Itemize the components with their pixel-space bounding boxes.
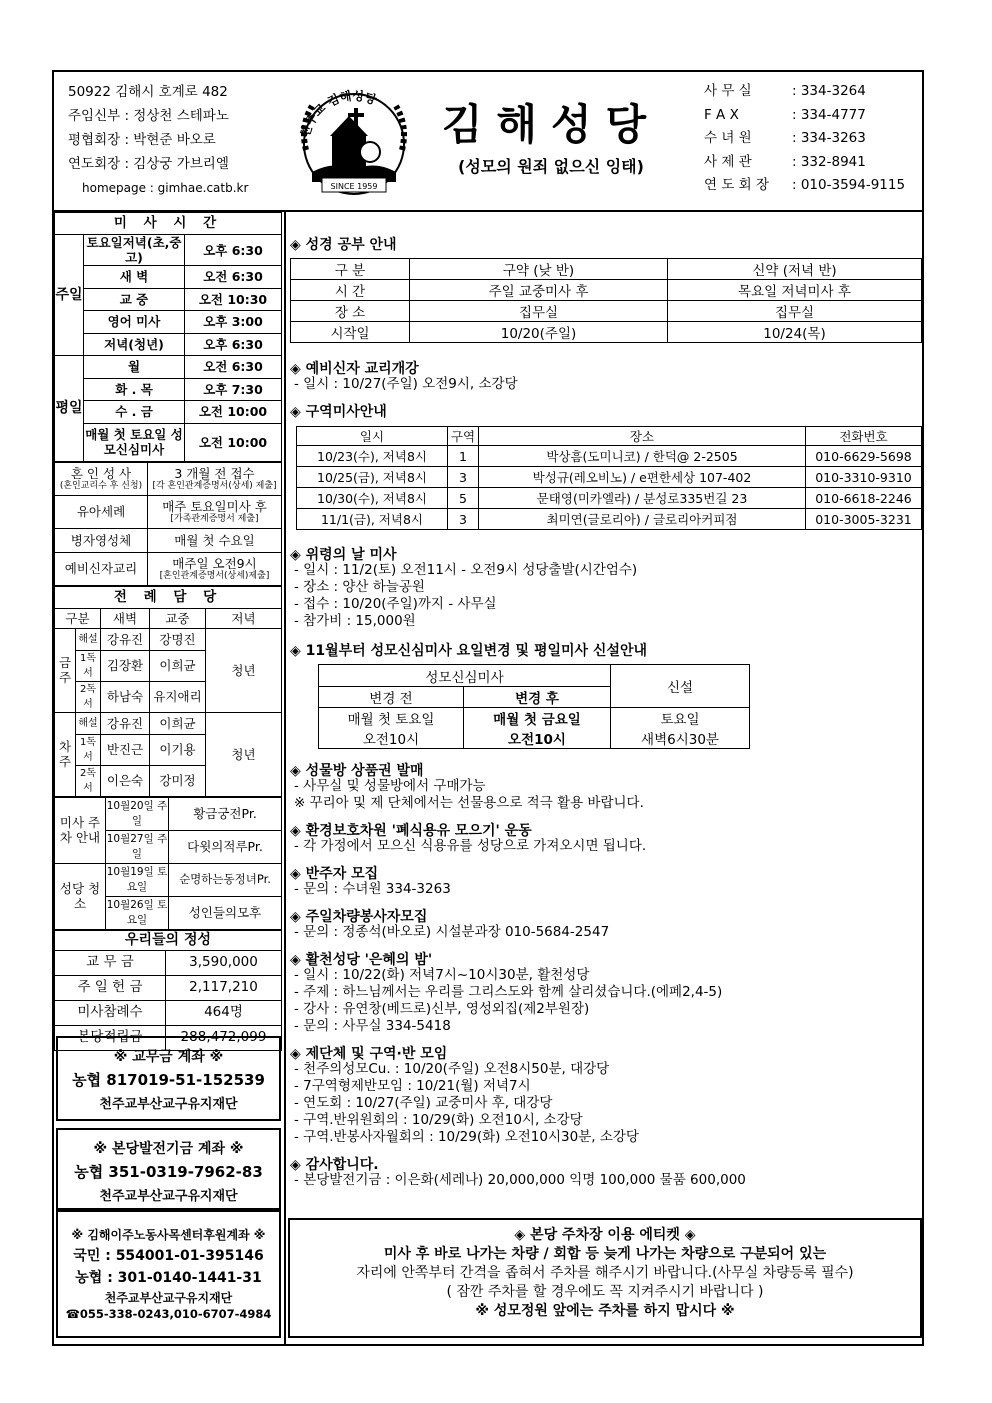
duty-group: 순명하는동정녀Pr. [169,863,282,896]
row-label: 장 소 [291,301,410,322]
cell: 010-6618-2246 [806,488,922,509]
migrant-account-line1: 국민 : 554001-01-395146 [73,1248,264,1264]
mass-name: 토요일저녁(초,중고) [84,235,185,266]
col-header: 변경 후 [464,687,611,708]
col-header: 신약 (저녁 반) [668,259,922,280]
mass-time: 오전 6:30 [185,356,282,379]
col-header: 저녁 [206,608,282,628]
minister: 김장환 [101,650,150,681]
row-label: 시작일 [291,322,410,343]
notice-line: - 일시 : 10/22(화) 저녁7시~10시30분, 활천성당 [294,967,590,983]
cell: 10/20(주일) [410,322,668,343]
cell: 11/1(금), 저녁8시 [297,509,448,530]
etiquette-line: ( 잠깐 주차를 할 경우에도 꼭 지켜주시기 바랍니다 ) [446,1284,764,1300]
header [54,72,922,212]
sacrament-info: 3 개월 전 접수 [각 혼인관계증명서(상세) 제출] [148,462,282,495]
role: 해설 [76,712,101,734]
development-account-title: ※ 본당발전기금 계좌 ※ [93,1141,244,1157]
col-header: 구 분 [291,259,410,280]
contact-prayer-group: 연 도 회 장 : 010-3594-9115 [704,177,906,194]
cell: 5 [448,488,479,509]
minister: 반진근 [101,734,150,765]
contact-fax: F A X : 334-4777 [704,106,866,123]
col-group-header: 신설 [611,665,750,708]
cell: 3 [448,467,479,488]
cell-before: 매월 첫 토요일 오전10시 [319,708,464,749]
col-header: 새벽 [101,608,150,628]
cell: 10/25(금), 저녁8시 [297,467,448,488]
role: 1독서 [76,650,101,681]
pastor: 주임신부 : 정상천 스테파노 [68,108,229,124]
bible-study-title: ◈ 성경 공부 안내 [290,237,397,253]
development-account-owner: 천주교부산교구유지재단 [99,1189,238,1204]
memorial-line: - 일시 : 11/2(토) 오전11시 - 오전9시 성당출발(시간엄수) [294,562,638,578]
tithe-account-title: ※ 교무금 계좌 ※ [113,1049,224,1065]
role: 1독서 [76,734,101,765]
minister: 이희균 [150,650,206,681]
district-mass-title: ◈ 구역미사안내 [290,404,387,420]
council-president: 평협회장 : 박현준 바오로 [68,132,216,148]
notice-line: - 구역.반봉사자월회의 : 10/29(화) 오전10시30분, 소강당 [294,1129,639,1145]
contact-convent: 수 녀 원 : 334-3263 [704,130,866,147]
notice-title: ◈ 활천성당 '은혜의 밤' [290,952,433,968]
evening-minister: 청년 [206,712,282,796]
notice-title: ◈ 감사합니다. [290,1157,379,1173]
col-header: 구분 [55,608,101,628]
col-header: 구약 (낮 반) [410,259,668,280]
liturgy-title: 전 례 담 당 [55,586,282,608]
mass-name: 새 벽 [84,266,185,289]
parking-etiquette-box [288,1218,922,1338]
col-header: 변경 전 [319,687,464,708]
development-account-box [56,1128,281,1210]
catechumen-title: ◈ 예비신자 교리개강 [290,361,419,377]
mass-schedule-title: 미 사 시 간 [55,213,282,235]
minister: 하남숙 [101,681,150,712]
memorial-line: - 접수 : 10/20(주일)까지 - 사무실 [294,596,497,612]
notice-title: ◈ 성물방 상품권 발매 [290,763,424,779]
migrant-account-line2: 농협 : 301-0140-1441-31 [75,1270,262,1286]
logo-arc-text: 천주교 김해성당 [297,88,379,139]
cell: 3 [448,509,479,530]
role: 2독서 [76,681,101,712]
duty-group: 성인들의모후 [169,896,282,929]
sacrament-table [54,462,282,586]
role: 해설 [76,628,101,650]
development-account-number: 농협 351-0319-7962-83 [74,1163,263,1181]
sacrament-info: 매주 토요일미사 후 [가족관계증명서 제출] [148,495,282,528]
offering-title: 우리들의 정성 [55,930,282,950]
logo-since: SINCE 1959 [330,182,378,191]
this-week-label: 금주 [55,628,76,712]
weekday-label: 평일 [55,356,84,462]
cell: 집무실 [410,301,668,322]
next-week-label: 차주 [55,712,76,796]
left-column [54,210,286,1344]
bulletin-page [52,70,924,1346]
contact-rectory: 사 제 관 : 332-8941 [704,153,866,170]
notice-title: ◈ 제단체 및 구역·반 모임 [290,1046,448,1062]
parking-duty-label: 미사 주차 안내 [55,797,106,863]
offering-value: 288,472,099 [166,1025,282,1050]
sacrament-name: 병자영성체 [55,528,148,552]
liturgy-table [54,586,282,797]
notice-line: ※ 꾸리아 및 제 단체에서는 선물용으로 적극 활용 바랍니다. [294,795,644,811]
mass-name: 월 [84,356,185,379]
cleaning-label: 성당 청소 [55,863,106,929]
tithe-account-owner: 천주교부산교구유지재단 [99,1097,238,1112]
mass-time: 오후 6:30 [185,235,282,266]
mass-name: 매월 첫 토요일 성모신심미사 [84,423,185,461]
etiquette-line: 자리에 안쪽부터 간격을 좁혀서 주차를 해주시기 바랍니다.(사무실 차량등록 필수) [356,1265,854,1281]
duty-group: 황금궁전Pr. [169,797,282,830]
cell-after: 매월 첫 금요일 오전10시 [464,708,611,749]
col-header: 장소 [479,427,806,446]
mass-schedule-table [54,212,282,462]
mass-name: 교 중 [84,288,185,311]
minister: 이은숙 [101,765,150,796]
sacrament-name: 예비신자교리 [55,552,148,585]
cell: 010-3005-3231 [806,509,922,530]
duty-group: 다윗의적루Pr. [169,830,282,863]
parish-title: 김해성당 [441,100,661,149]
offering-value: 464명 [166,1000,282,1025]
etiquette-line: ※ 성모정원 앞에는 주차를 하지 맙시다 ※ [475,1303,735,1319]
minister: 이희균 [150,712,206,734]
offering-table [54,930,282,1051]
cell: 문태영(미카엘라) / 분성로335번길 23 [479,488,806,509]
duty-date: 10월26일 토요일 [106,896,169,929]
parish-info [68,80,293,200]
offering-value: 2,117,210 [166,975,282,1000]
mass-name: 수 . 금 [84,401,185,424]
homepage-link[interactable]: homepage : gimhae.catb.kr [82,181,249,195]
duty-date: 10월20일 주일 [106,797,169,830]
minister: 강유진 [101,712,150,734]
col-header: 전화번호 [806,427,922,446]
cell: 1 [448,446,479,467]
cell: 10/24(목) [668,322,922,343]
minister: 강미정 [150,765,206,796]
notice-line: - 구역.반위원회의 : 10/29(화) 오전10시, 소강당 [294,1112,583,1128]
notice-line: - 7구역형제반모임 : 10/21(월) 저녁7시 [294,1078,531,1094]
notice-line: - 문의 : 사무실 334-5418 [294,1018,451,1034]
cell: 10/23(수), 저녁8시 [297,446,448,467]
tithe-account-box [56,1036,281,1121]
mass-time: 오전 10:00 [185,423,282,461]
address: 50922 김해시 호계로 482 [68,84,228,100]
prayer-group-president: 연도회장 : 김상궁 가브리엘 [68,156,229,172]
mass-change-title: ◈ 11월부터 성모신심미사 요일변경 및 평일미사 신설안내 [290,643,648,659]
contact-list [704,80,919,198]
sunday-label: 주일 [55,235,84,356]
cell: 목요일 저녁미사 후 [668,280,922,301]
cell: 010-6629-5698 [806,446,922,467]
offering-value: 3,590,000 [166,950,282,975]
notice-title: ◈ 환경보호차원 '폐식용유 모으기' 운동 [290,823,532,839]
mass-name: 저녁(청년) [84,333,185,356]
migrant-center-account-box [56,1210,281,1338]
memorial-line: - 참가비 : 15,000원 [294,613,416,629]
col-header: 교중 [150,608,206,628]
memorial-mass-title: ◈ 위령의 날 미사 [290,547,397,563]
mass-change-table [318,664,750,749]
notice-line: - 연도회 : 10/27(주일) 교중미사 후, 대강당 [294,1095,553,1111]
cell: 박성규(레오비노) / e편한세상 107-402 [479,467,806,488]
sacrament-name: 유아세례 [55,495,148,528]
tithe-account-number: 농협 817019-51-152539 [72,1071,265,1089]
notice-line: - 문의 : 수녀원 334-3263 [294,881,451,897]
mass-time: 오후 3:00 [185,311,282,334]
migrant-account-title: ※ 김해이주노동사목센터후원계좌 ※ [71,1228,266,1242]
notice-line: - 주제 : 하느님께서는 우리를 그리스도와 함께 살리셨습니다.(에페2,4-5) [294,984,723,1000]
col-group-header: 성모신심미사 [319,665,611,687]
catechumen-line: - 일시 : 10/27(주일) 오전9시, 소강당 [294,376,518,392]
migrant-account-owner: 천주교부산교구유지재단 [104,1291,233,1305]
minister: 이기용 [150,734,206,765]
minister: 강유진 [101,628,150,650]
sacrament-info: 매주일 오전9시 [혼인관계증명서(상세)제출] [148,552,282,585]
mass-time: 오전 10:30 [185,288,282,311]
cell: 최미연(글로리아) / 글로리아커피점 [479,509,806,530]
role: 2독서 [76,765,101,796]
sacrament-info: 매월 첫 수요일 [148,528,282,552]
cell: 집무실 [668,301,922,322]
migrant-account-phone: ☎055-338-0243,010-6707-4984 [65,1307,272,1321]
offering-label: 주 일 헌 금 [55,975,166,1000]
col-header: 일시 [297,427,448,446]
row-label: 시 간 [291,280,410,301]
duty-table [54,797,282,930]
cell: 주일 교중미사 후 [410,280,668,301]
col-header: 구역 [448,427,479,446]
district-mass-table [296,426,922,530]
mass-time: 오전 10:00 [185,401,282,424]
minister: 유지애리 [150,681,206,712]
offering-label: 미사참례수 [55,1000,166,1025]
duty-date: 10월19일 토요일 [106,863,169,896]
duty-date: 10월27일 주일 [106,830,169,863]
etiquette-title: ◈ 본당 주차장 이용 에티켓 ◈ [514,1227,696,1243]
cell: 10/30(수), 저녁8시 [297,488,448,509]
notice-line: - 문의 : 정종석(바오로) 시설분과장 010-5684-2547 [294,924,610,940]
notice-line: - 본당발전기금 : 이은화(세레나) 20,000,000 익명 100,000 물품 600,000 [294,1172,746,1188]
mass-name: 영어 미사 [84,311,185,334]
sacrament-name: 혼 인 성 사 (혼인교리수 후 신청) [55,462,148,495]
cell-new: 토요일 새벽6시30분 [611,708,750,749]
mass-name: 화 . 목 [84,378,185,401]
offering-label: 본당적립금 [55,1025,166,1050]
notice-line: - 사무실 및 성물방에서 구매가능 [294,778,486,794]
notice-line: - 천주의성모Cu. : 10/20(주일) 오전8시50분, 대강당 [294,1061,610,1077]
notice-title: ◈ 반주자 모집 [290,866,379,882]
notice-title: ◈ 주일차량봉사자모집 [290,909,428,925]
mass-time: 오후 7:30 [185,378,282,401]
bible-study-table [290,258,922,343]
parish-subtitle: (성모의 원죄 없으신 잉태) [458,157,644,176]
mass-time: 오후 6:30 [185,333,282,356]
evening-minister: 청년 [206,628,282,712]
minister: 강명진 [150,628,206,650]
cell: 010-3310-9310 [806,467,922,488]
parish-logo [290,86,418,198]
cell: 박상흠(도미니코) / 한덕@ 2-2505 [479,446,806,467]
mass-time: 오전 6:30 [185,266,282,289]
notice-line: - 각 가정에서 모으신 식용유를 성당으로 가져오시면 됩니다. [294,838,647,854]
offering-label: 교 무 금 [55,950,166,975]
etiquette-line: 미사 후 바로 나가는 차량 / 회합 등 늦게 나가는 차량으로 구분되어 있는 [383,1246,827,1262]
contact-office: 사 무 실 : 334-3264 [704,83,866,99]
memorial-line: - 장소 : 양산 하늘공원 [294,579,425,595]
notice-line: - 강사 : 유연창(베드로)신부, 영성외집(제2부원장) [294,1001,590,1017]
